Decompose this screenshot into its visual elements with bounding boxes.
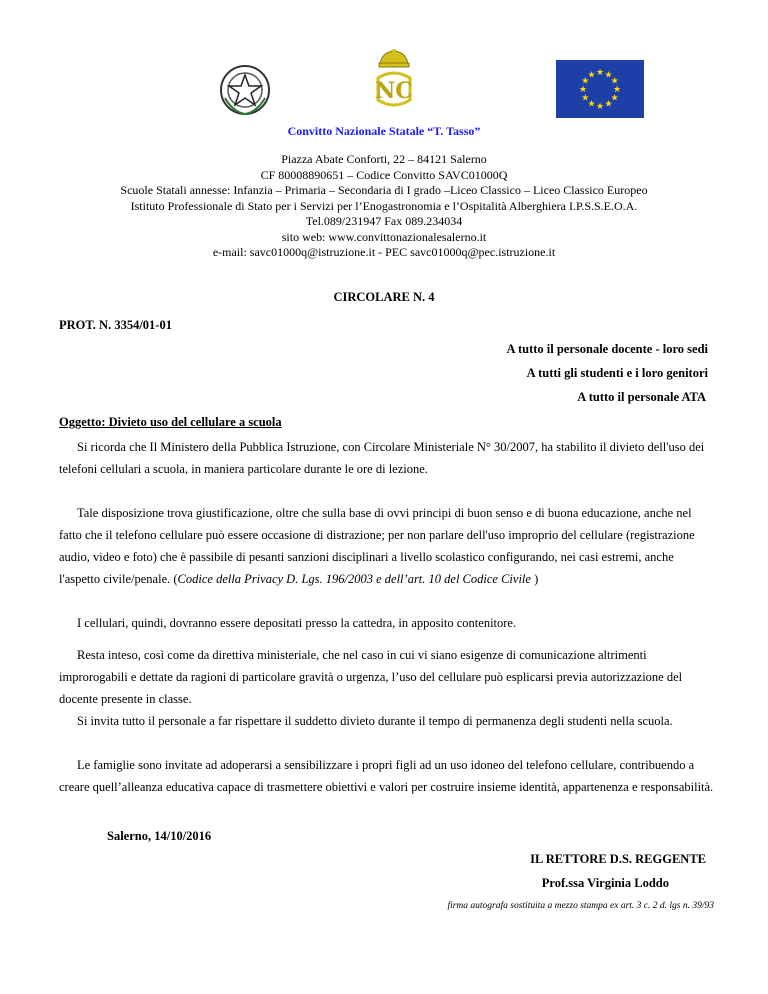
body-paragraph: Si ricorda che Il Ministero della Pubblica Istruzione, con Circolare Ministeriale N° 30/2007, ha stabilito il divieto dell'uso dei telefoni cellulari a scuola, in maniera particolare durante le ore di lezione. (59, 440, 705, 476)
protocol-number: PROT. N. 3354/01-01 (59, 318, 172, 332)
law-reference: Codice della Privacy D. Lgs. 196/2003 e dell’art. 10 del Codice Civile (177, 572, 531, 586)
phone-fax-line: Tel.089/231947 Fax 089.234034 (305, 214, 463, 228)
eu-star-icon: ★ (595, 67, 605, 77)
eu-star-icon: ★ (612, 84, 622, 94)
school-address-block (0, 152, 768, 261)
eu-flag-icon (556, 60, 644, 118)
eu-star-icon: ★ (610, 92, 619, 103)
body-paragraph: I cellulari, quindi, dovranno essere depositati presso la cattedra, in apposito contenitore. (77, 616, 517, 630)
recipient-teachers: A tutto il personale docente - loro sedi (506, 342, 708, 356)
convitto-crest-icon (368, 48, 420, 118)
signer-name: Prof.ssa Virginia Loddo (541, 876, 669, 890)
eu-star-icon: ★ (595, 101, 605, 111)
email-line: e-mail: savc01000q@istruzione.it - PEC savc01000q@pec.istruzione.it (212, 245, 556, 259)
svg-text:NC: NC (375, 78, 413, 104)
circular-title: CIRCOLARE N. 4 (333, 290, 435, 304)
fiscal-code-line: CF 80008890651 – Codice Convitto SAVC01000Q (260, 167, 508, 182)
body-paragraph: Le famiglie sono invitate ad adoperarsi a sensibilizzare i propri figli ad un uso idoneo del telefono cellulare, contribuendo a creare quell’alleanza educativa capace di trasmettere obiettivi e valori per costruire insieme identità, appartenenza e responsabilità. (59, 758, 714, 794)
professional-institute-line: Istituto Professionale di Stato per i Servizi per l’Enogastronomia e l’Ospitalità Alberghiera I.P.S.S.E.O.A. (130, 198, 638, 213)
date-place: Salerno, 14/10/2016 (107, 829, 212, 843)
website-line: sito web: www.convittonazionalesalerno.it (281, 229, 487, 244)
eu-star-icon: ★ (604, 98, 613, 109)
address-line: Piazza Abate Conforti, 22 – 84121 Salerno (281, 152, 487, 166)
signature-note: firma autografa sostituita a mezzo stampa ex art. 3 c. 2 d. lgs n. 39/93 (447, 901, 714, 911)
eu-star-icon: ★ (587, 98, 596, 109)
eu-star-icon: ★ (604, 69, 613, 80)
eu-star-icon: ★ (610, 75, 619, 86)
eu-star-icon: ★ (578, 84, 588, 94)
body-paragraph: Si invita tutto il personale a far rispettare il suddetto divieto durante il tempo di permanenza degli studenti nella scuola. (77, 714, 673, 728)
school-name: Convitto Nazionale Statale “T. Tasso” (287, 124, 481, 138)
italian-republic-emblem-icon (219, 64, 271, 116)
recipient-ata: A tutto il personale ATA (577, 390, 706, 404)
body-paragraph: Resta inteso, così come da direttiva ministeriale, che nel caso in cui vi siano esigenze di comunicazione altrimenti improrogabili e dettate da ragioni di particolare gravità o urgenza, l’uso del cellulare può esplicarsi previa autorizzazione del docente presente in classe. (59, 648, 683, 706)
body-paragraph: Tale disposizione trova giustificazione, oltre che sulla base di ovvi principi di buon senso e di buona educazione, anche nel fatto che il telefono cellulare può essere occasione di distrazione; per non parlare dell'uso improprio del cellulare (registrazione audio, video e foto) che è passibile di pesanti sanzioni disciplinari a livello scolastico configurando, nei casi estremi, anche l'aspetto civile/penale. (Codice della Privacy D. Lgs. 196/2003 e dell’art. 10 del Codice Civile ) (59, 506, 695, 586)
annexed-schools-line: Scuole Statali annesse: Infanzia – Primaria – Secondaria di I grado –Liceo Classico – Liceo Classico Europeo (120, 183, 648, 197)
eu-star-icon: ★ (587, 69, 596, 80)
signer-title: IL RETTORE D.S. REGGENTE (530, 852, 706, 866)
eu-star-icon: ★ (581, 92, 590, 103)
subject-line: Oggetto: Divieto uso del cellulare a scuola (59, 415, 282, 429)
eu-star-icon: ★ (581, 75, 590, 86)
recipient-students: A tutti gli studenti e i loro genitori (526, 366, 708, 380)
